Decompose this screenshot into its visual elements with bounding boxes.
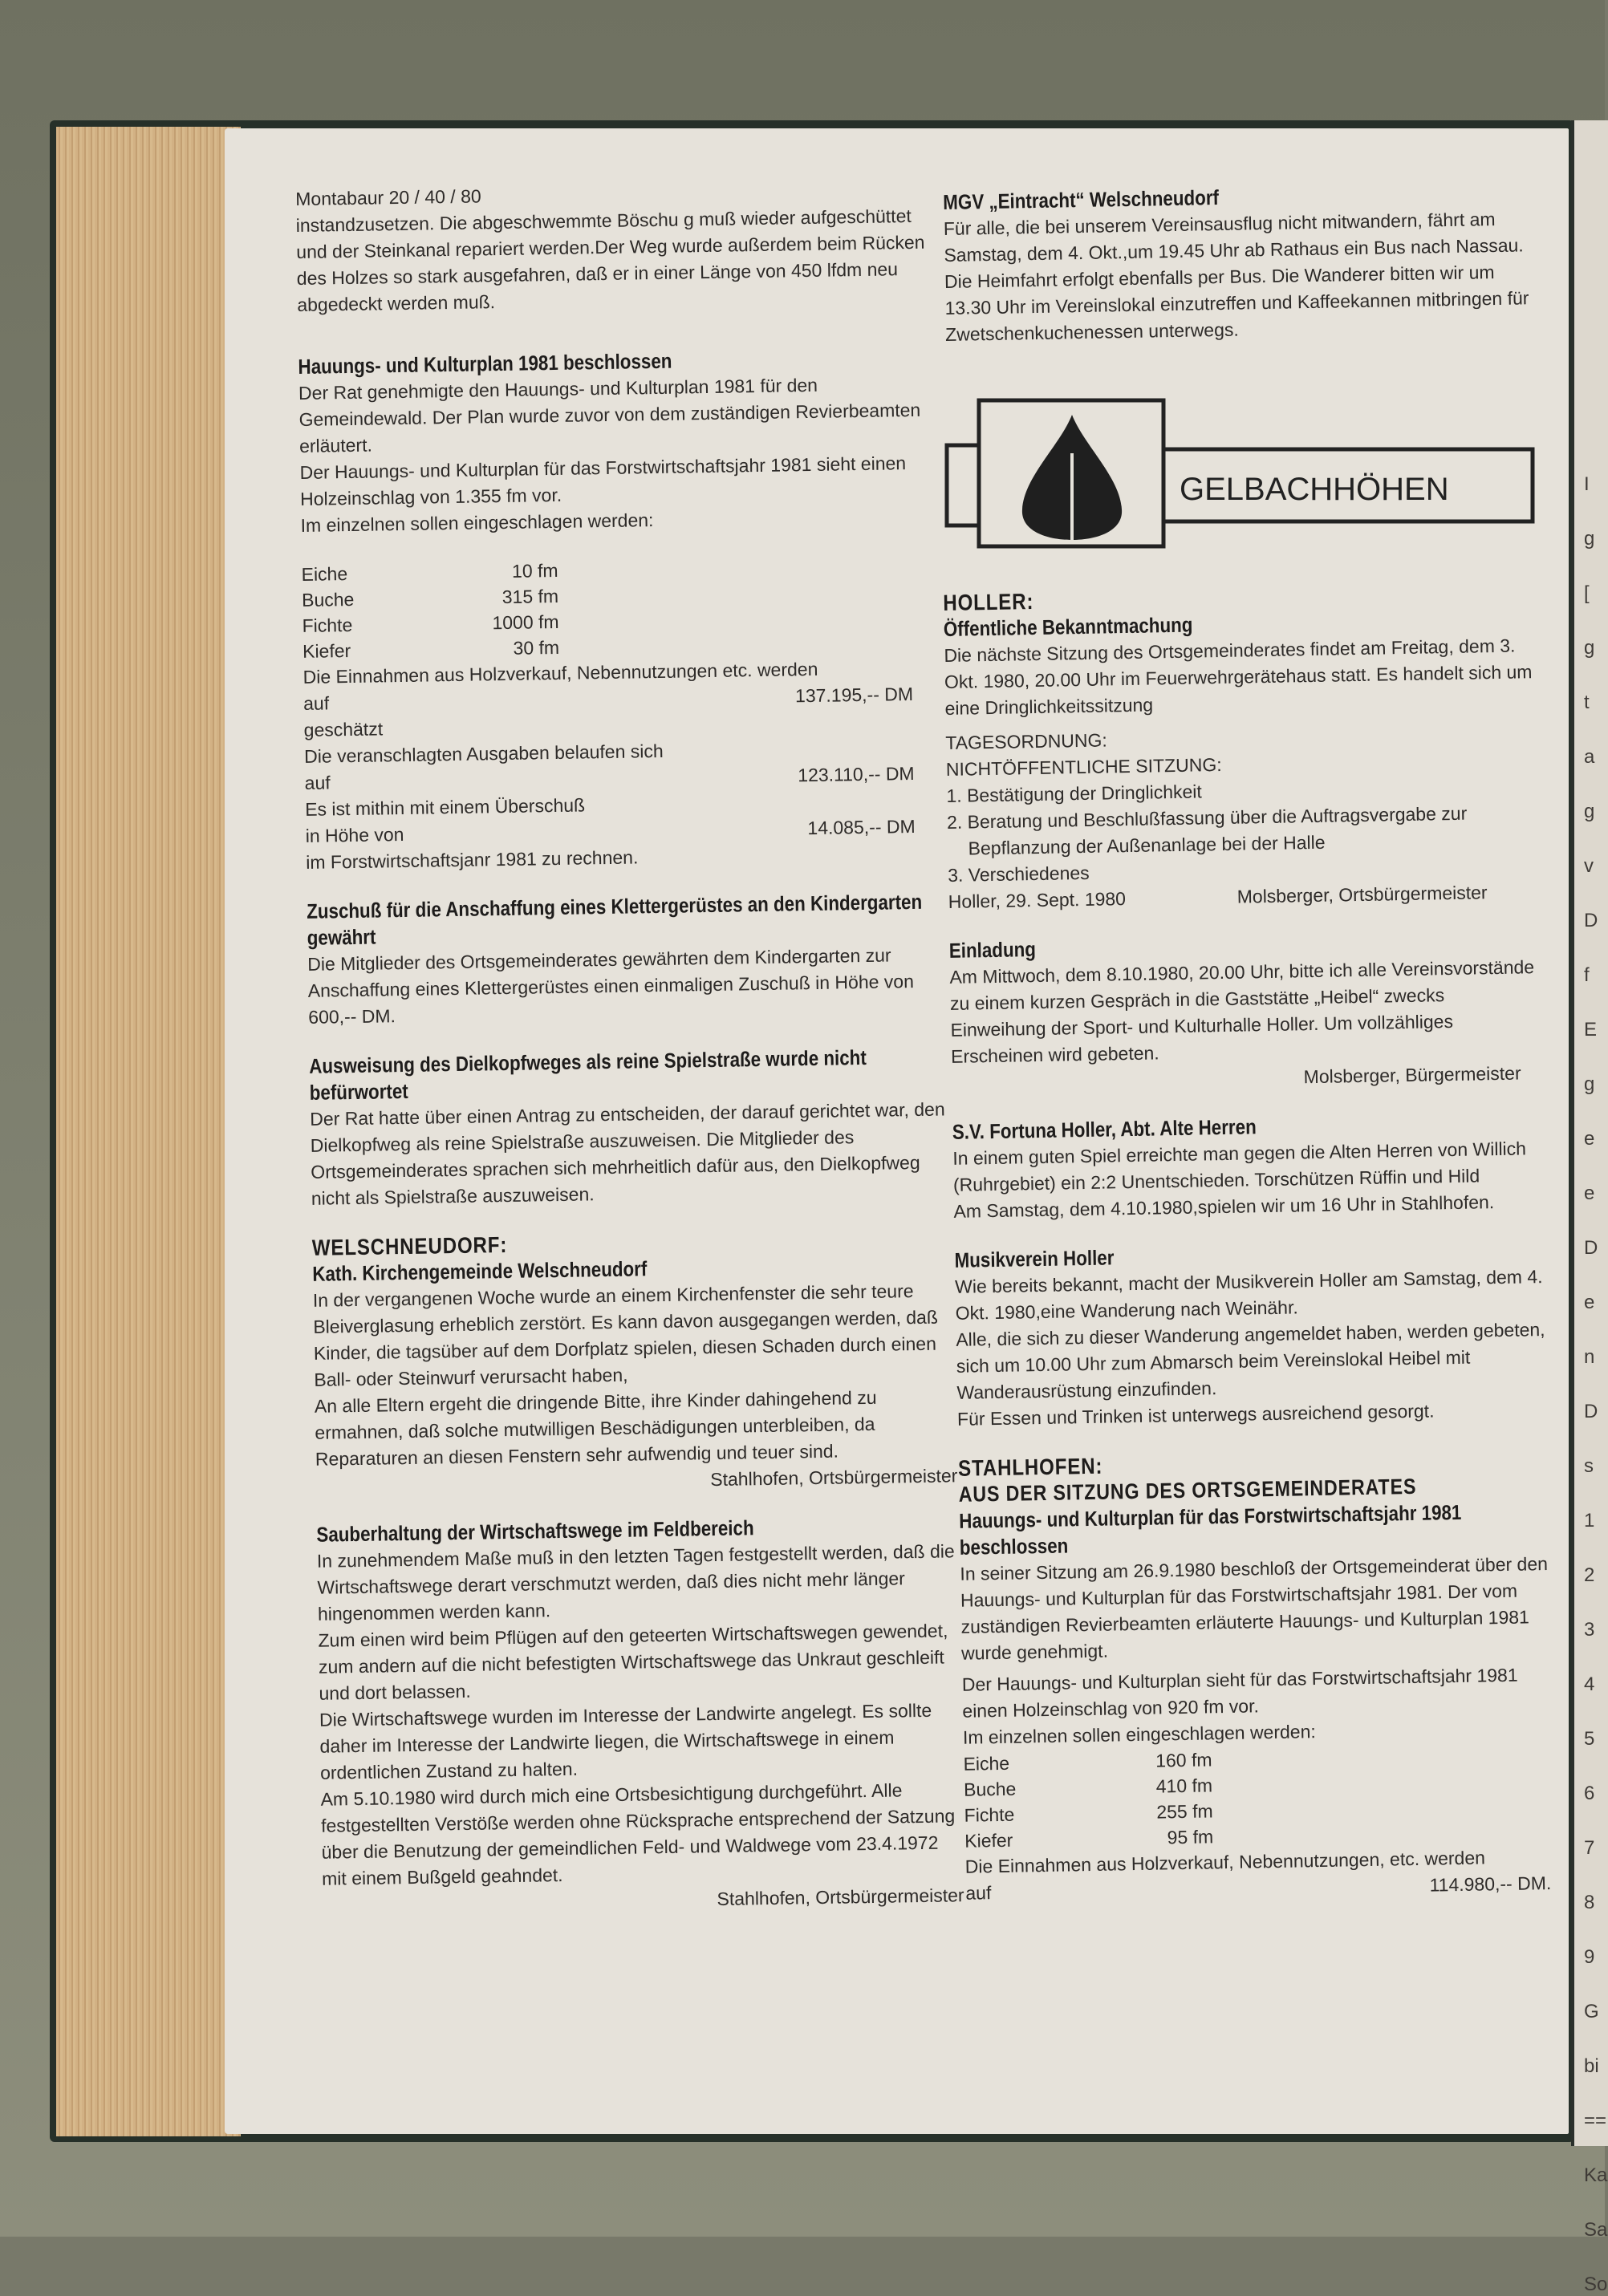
wood-amount: 10 fm (511, 559, 558, 582)
agenda-item: 1. Bestätigung der Dringlichkeit (946, 781, 1203, 806)
article-title: Kath. Kirchengemeinde Welschneudorf (312, 1256, 648, 1286)
table-row (302, 609, 558, 639)
article-paragraph: Zum einen wird beim Pflügen auf den geteerten Wirtschaftswegen gewendet, zum andern auf die nicht befestigten Wirtschaftswege das Unkraut geschleift und dort belassen. (318, 1620, 948, 1704)
wood-name: Kiefer (302, 639, 351, 662)
wood-name: Eiche (963, 1752, 1010, 1775)
gelbachhoehen-logo (944, 397, 1537, 550)
finance-text: Es ist mithin mit einem Überschuß (305, 794, 586, 820)
next-page-fragment: 6 (1584, 1783, 1595, 1804)
article-title: S.V. Fortuna Holler, Abt. Alte Herren (952, 1114, 1257, 1144)
next-page-fragment: e (1584, 1292, 1595, 1313)
intro-text: instandzusetzen. Die abgeschwemmte Böschu g muß wieder aufgeschüttet und der Steinkanal repariert werden.Der Weg wurde außerdem beim Rücken des Holzes so stark ausgefahren, daß er in einer Länge von 450 lfdm neu abgedeckt werden muß. (295, 205, 925, 315)
article-title: Zuschuß für die Anschaffung eines Klettergerüstes an den Kindergarten gewährt (306, 889, 923, 950)
article-title: Musikverein Holler (954, 1245, 1115, 1272)
finance-label: auf (304, 772, 331, 793)
table-row (963, 1746, 1212, 1776)
table-row (964, 1798, 1213, 1827)
article-title: Öffentliche Bekanntmachung (943, 612, 1193, 641)
next-page-fragment: s (1584, 1455, 1594, 1477)
page-header: Montabaur 20 / 40 / 80 (295, 185, 481, 209)
logo-text: GELBACHHÖHEN (1180, 472, 1449, 507)
article-paragraph: Im einzelnen sollen eingeschlagen werden: (962, 1721, 1316, 1748)
signature: Stahlhofen, Ortsbürgermeister (710, 1465, 958, 1491)
article-paragraph: Der Hauungs- und Kulturplan für das Forstwirtschaftsjahr 1981 sieht einen Holzeinschlag von 1.355 fm vor. (299, 452, 907, 509)
next-page-fragment: Ka (1584, 2164, 1608, 2186)
place-date: Holler, 29. Sept. 1980 (948, 888, 1127, 912)
article-title: Einladung (948, 937, 1037, 963)
next-page-fragment: t (1584, 692, 1590, 713)
wood-amount: 160 fm (1155, 1749, 1212, 1771)
finance-text: im Forstwirtschaftsjanr 1981 zu rechnen. (306, 846, 639, 873)
next-page-fragment: 9 (1584, 1946, 1595, 1968)
wood-name: Eiche (301, 563, 348, 585)
next-page-fragment: D (1584, 1401, 1598, 1422)
article-paragraph: In seiner Sitzung am 26.9.1980 beschloß der Ortsgemeinderat über den Hauungs- und Kulturplan für das Forstwirtschaftsjahr 1981. Der vom zuständigen Revierbeamten erläuterte Hauungs- und Kulturplan 1981 wurde genehmigt. (960, 1553, 1549, 1664)
section-heading: AUS DER SITZUNG DES ORTSGEMEINDERATES (958, 1474, 1417, 1507)
next-page-fragment: == (1584, 2110, 1607, 2132)
next-page-fragment: D (1584, 910, 1598, 931)
article-paragraph: Am Samstag, dem 4.10.1980,spielen wir um 16 Uhr in Stahlhofen. (953, 1191, 1495, 1222)
next-page-fragment: [ (1584, 582, 1590, 604)
next-page-fragment: a (1584, 746, 1595, 768)
wood-table (301, 558, 559, 664)
article-title: MGV „Eintracht“ Welschneudorf (943, 185, 1220, 214)
wood-amount: 255 fm (1156, 1800, 1213, 1823)
next-page-fragment: 7 (1584, 1837, 1595, 1859)
next-page-fragment: v (1584, 855, 1594, 877)
finance-text: geschätzt (303, 718, 384, 740)
finance-text: Die veranschlagten Ausgaben belaufen sich (303, 740, 664, 767)
article-paragraph: Die Mitglieder des Ortsgemeinderates gewährten dem Kindergarten zur Anschaffung eines Klettergerüstes einen einmaligen Zuschuß in Höhe von 600,-- DM. (307, 944, 915, 1028)
agenda-item: 2. Beratung und Beschlußfassung über die Auftragsvergabe zur Bepflanzung der Außenanlage bei der Halle (946, 802, 1468, 859)
article-paragraph: An alle Eltern ergeht die dringende Bitte, ihre Kinder dahingehend zu ermahnen, daß solche mutwilligen Beschädigungen unterbleiben, da Reparaturen an diesen Fenstern sehr aufwendig und teuer sind. (314, 1386, 877, 1470)
article-paragraph: Für Essen und Trinken ist unterwegs ausreichend gesorgt. (956, 1400, 1435, 1430)
next-page-strip (1571, 120, 1608, 2295)
agenda-item: 3. Verschiedenes (947, 862, 1090, 886)
article-paragraph: Wie bereits bekannt, macht der Musikverein Holler am Samstag, dem 4. Okt. 1980,eine Wanderung nach Weinähr. (954, 1266, 1543, 1324)
next-page-fragment: e (1584, 1182, 1595, 1204)
page-edges (56, 127, 241, 2136)
finance-text: Die Einnahmen aus Holzverkauf, Nebennutzungen etc. werden (303, 658, 818, 688)
town-heading: WELSCHNEUDORF: (311, 1232, 508, 1260)
article-paragraph: Am Mittwoch, dem 8.10.1980, 20.00 Uhr, bitte ich alle Vereinsvorstände zu einem kurzen Gespräch in die Gaststätte „Heibel“ zwecks Einweihung der Sport- und Kulturhalle Holler. Um vollzähliges Erscheinen wird gebeten. (949, 956, 1535, 1067)
signature: Stahlhofen, Ortsbürgermeister (717, 1884, 964, 1910)
article-title: Ausweisung des Dielkopfweges als reine Spielstraße wurde nicht befürwortet (308, 1045, 867, 1105)
finance-amount: 137.195,-- DM (794, 683, 914, 707)
article-paragraph: Der Hauungs- und Kulturplan sieht für das Forstwirtschaftsjahr 1981 einen Holzeinschlag von 920 fm vor. (961, 1664, 1518, 1722)
wood-name: Buche (963, 1778, 1017, 1800)
finance-label: auf (965, 1882, 992, 1904)
next-page-fragment: E (1584, 1019, 1598, 1041)
next-page-fragment: 3 (1584, 1619, 1595, 1641)
finance-label: in Höhe von (305, 823, 404, 846)
next-page-fragment: g (1584, 801, 1595, 822)
signature: Molsberger, Bürgermeister (1303, 1062, 1521, 1088)
wood-amount: 95 fm (1167, 1826, 1214, 1848)
article-title: Hauungs- und Kulturplan für das Forstwirtschaftsjahr 1981 beschlossen (959, 1499, 1462, 1560)
article-paragraph: Für alle, die bei unserem Vereinsausflug nicht mitwandern, fährt am Samstag, dem 4. Okt.,um 19.45 Uhr ab Rathaus ein Bus nach Nassau. Die Heimfahrt erfolgt ebenfalls per Bus. Die Wanderer bitten wir um 13.30 Uhr im Vereinslokal einzutreffen und Kaffeekannen mitbringen für Zwetschenkuchenessen unterwegs. (943, 208, 1529, 345)
article-paragraph: Der Rat genehmigte den Hauungs- und Kulturplan 1981 für den Gemeindewald. Der Plan wurde zuvor von dem zuständigen Revierbeamten erläutert. (298, 374, 921, 456)
next-page-fragment: G (1584, 2001, 1599, 2022)
wood-table (963, 1746, 1213, 1853)
table-row (302, 583, 558, 613)
next-page-fragment: So (1584, 2274, 1608, 2295)
town-heading: STAHLHOFEN: (957, 1453, 1103, 1481)
signature: Molsberger, Ortsbürgermeister (1236, 882, 1488, 907)
article-title: Sauberhaltung der Wirtschaftswege im Feldbereich (316, 1515, 754, 1547)
left-column (295, 176, 964, 1918)
next-page-fragment: f (1584, 964, 1590, 986)
wood-name: Buche (301, 588, 355, 611)
agenda-heading: TAGESORDNUNG: (945, 729, 1108, 753)
table-row (964, 1823, 1214, 1853)
wood-name: Fichte (302, 614, 353, 636)
next-page-fragment: 8 (1584, 1892, 1595, 1913)
article-paragraph: In einem guten Spiel erreichte man gegen die Alten Herren von Willich (Ruhrgebiet) ein 2:2 Unentschieden. Torschützen Rüffin und Hild (952, 1138, 1527, 1195)
article-paragraph: Im einzelnen sollen eingeschlagen werden: (300, 509, 654, 536)
wood-name: Kiefer (964, 1829, 1013, 1852)
next-page-fragment: g (1584, 637, 1595, 659)
wood-amount: 1000 fm (492, 611, 559, 634)
next-page-fragment: g (1584, 1073, 1595, 1095)
next-page-fragment: bi (1584, 2055, 1599, 2077)
wood-name: Fichte (964, 1803, 1015, 1826)
article-paragraph: Die nächste Sitzung des Ortsgemeinderates findet am Freitag, dem 3. Okt. 1980, 20.00 Uhr im Feuerwehrgerätehaus statt. Es handelt sich um eine Dringlichkeitssitzung (944, 635, 1533, 719)
finance-text: Die Einnahmen aus Holzverkauf, Nebennutzungen, etc. werden (964, 1847, 1486, 1877)
right-column-bottom (943, 579, 1560, 1907)
next-page-fragment: 2 (1584, 1564, 1595, 1586)
next-page-fragment: D (1584, 1237, 1598, 1259)
article-paragraph: Die Wirtschaftswege wurden im Interesse der Landwirte angelegt. Es sollte daher im Interesse der Landwirte liegen, die Wirtschaftswege in einem ordentlichen Zustand zu halten. (319, 1699, 932, 1783)
next-page-fragment: 5 (1584, 1728, 1595, 1750)
session-heading: NICHTÖFFENTLICHE SITZUNG: (945, 753, 1222, 780)
next-page-fragment: e (1584, 1128, 1595, 1150)
next-page-fragment: 4 (1584, 1673, 1595, 1695)
article-title: Hauungs- und Kulturplan 1981 beschlossen (298, 348, 672, 379)
table-row (301, 558, 558, 587)
finance-amount: 14.085,-- DM (807, 815, 916, 839)
next-page-fragment: I (1584, 473, 1590, 495)
right-column-top (943, 179, 1539, 348)
article-paragraph: Alle, die sich zu dieser Wanderung angemeldet haben, werden gebeten, sich um 10.00 Uhr zum Abmarsch beim Vereinslokal Heibel mit Wanderausrüstung einzufinden. (956, 1319, 1545, 1403)
finance-amount: 123.110,-- DM (798, 762, 915, 786)
next-page-fragment: 1 (1584, 1510, 1595, 1531)
next-page-fragment: n (1584, 1346, 1595, 1368)
finance-amount: 114.980,-- DM. (1429, 1872, 1552, 1896)
wood-amount: 30 fm (513, 636, 560, 659)
table-row (303, 635, 559, 664)
wood-amount: 315 fm (501, 585, 559, 608)
next-page-fragment: Sa (1584, 2219, 1608, 2241)
article-paragraph: In der vergangenen Woche wurde an einem Kirchenfenster die sehr teure Bleiverglasung erheblich zerstört. Es kann davon ausgegangen werden, daß Kinder, die tagsüber auf dem Dorfplatz spielen, diesen Schaden durch einen Ball- oder Steinwurf verursacht haben, (312, 1280, 939, 1390)
article-paragraph: In zunehmendem Maße muß in den letzten Tagen festgestellt werden, daß die Wirtschaftswege derart verschmutzt werden, daß dies nicht mehr länger hingenommen werden kann. (316, 1540, 955, 1625)
finance-label: auf (303, 692, 330, 714)
wood-amount: 410 fm (1155, 1775, 1213, 1797)
article-paragraph: Der Rat hatte über einen Antrag zu entscheiden, der darauf gerichtet war, den Dielkopfweg als reine Spielstraße auszuweisen. Die Mitglieder des Ortsgemeinderates sprachen sich mehrheitlich dafür aus, den Dielkopfweg nicht als Spielstraße auszuweisen. (310, 1098, 945, 1209)
next-page-fragment: g (1584, 528, 1595, 550)
town-heading: HOLLER: (943, 589, 1034, 615)
article-paragraph: Am 5.10.1980 wird durch mich eine Ortsbesichtigung durchgeführt. Alle festgestellten Verstöße werden ohne Rücksprache entsprechend der Satzung über die Benutzung der gemeindlichen Feld- und Waldwege vom 23.4.1972 mit einem Bußgeld geahndet. (320, 1779, 956, 1889)
